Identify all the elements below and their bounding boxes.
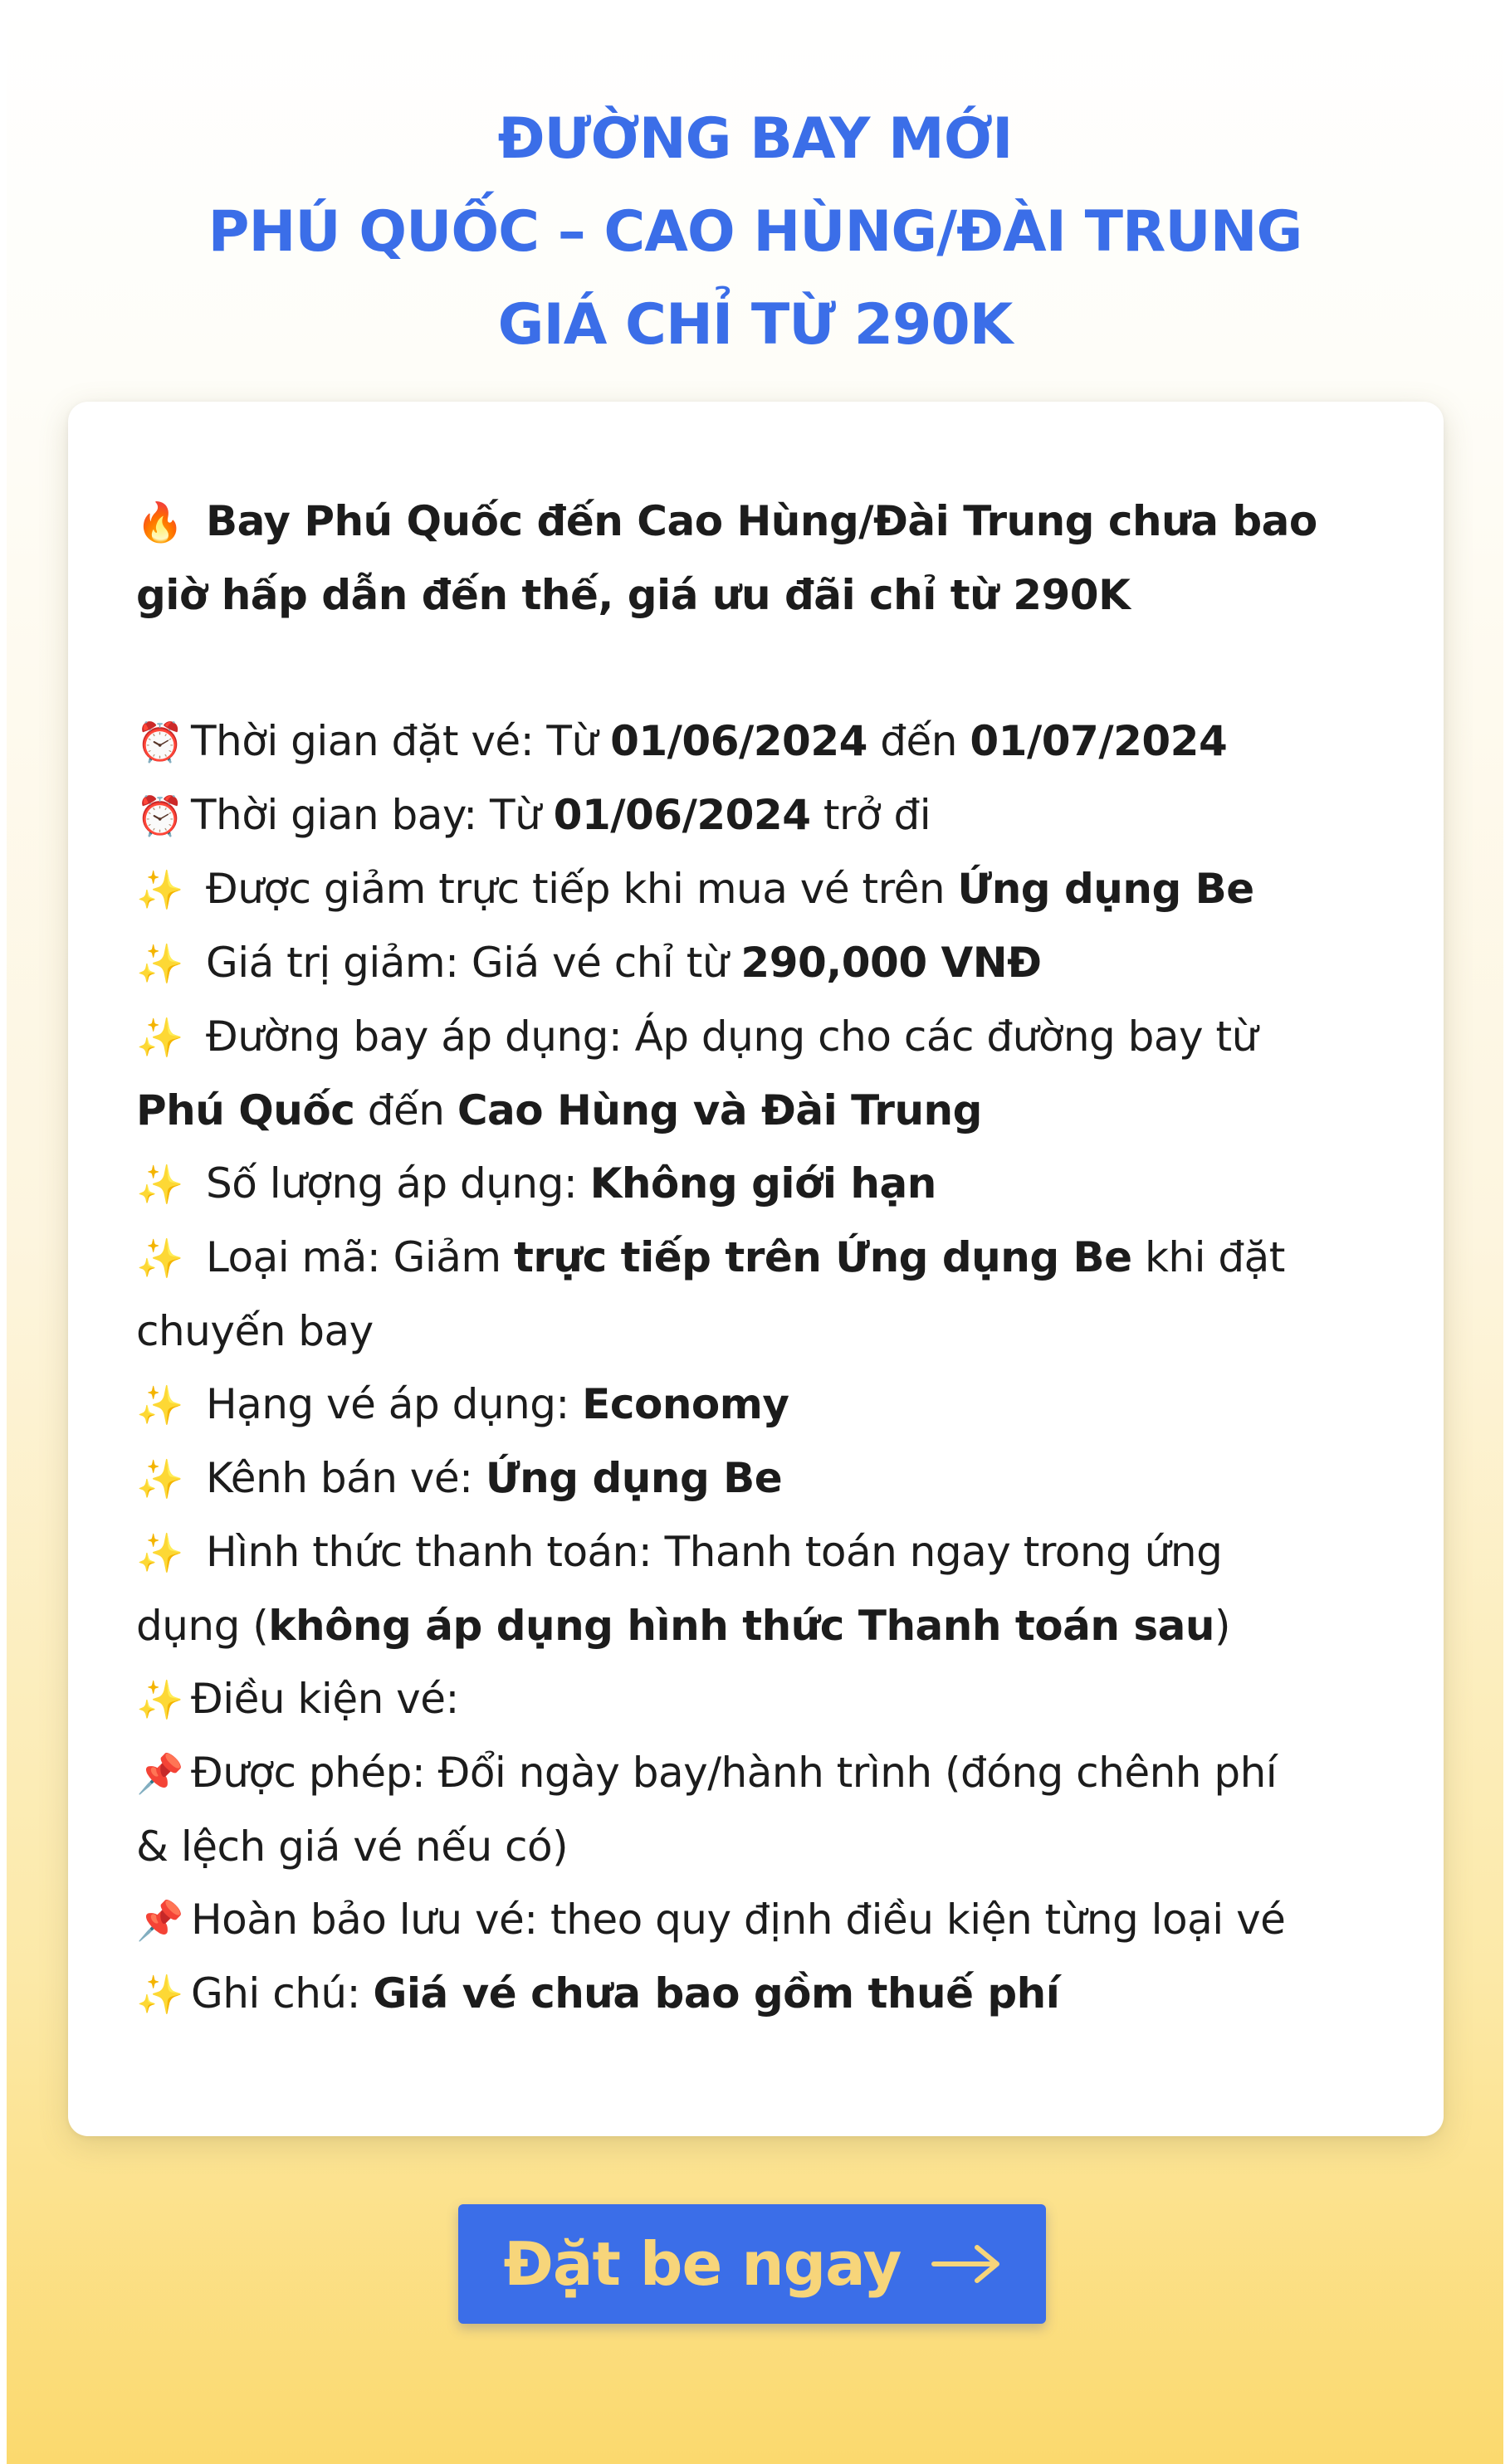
payment-restriction: không áp dụng hình thức Thanh toán sau <box>268 1602 1214 1650</box>
code-type-item <box>136 1221 1398 1295</box>
intro-text-2: giờ hấp dẫn đến thế, giá ưu đãi chỉ từ 290K <box>136 571 1131 619</box>
alarm-clock-icon: ⏰ <box>136 720 183 764</box>
discount-item <box>136 852 1398 926</box>
quantity-label: Số lượng áp dụng: <box>206 1159 590 1208</box>
quantity-value: Không giới hạn <box>589 1159 936 1208</box>
code-type-line-2: chuyến bay <box>136 1307 374 1355</box>
routes-item <box>136 1000 1398 1074</box>
flight-period-suffix: trở đi <box>810 791 931 839</box>
alarm-clock-icon: ⏰ <box>136 793 183 838</box>
code-type-suffix: khi đặt <box>1131 1233 1285 1281</box>
booking-period-label: Thời gian đặt vé: Từ <box>191 717 611 765</box>
headline-line-3: GIÁ CHỈ TỪ 290K <box>497 292 1013 358</box>
flight-period-item <box>136 778 1398 852</box>
sparkles-icon: ✨ <box>136 1236 183 1281</box>
sparkles-icon: ✨ <box>136 1162 183 1207</box>
promo-details <box>136 485 1398 2031</box>
arrow-right-icon <box>931 2244 1000 2284</box>
discount-app: Ứng dụng Be <box>957 865 1254 913</box>
booking-start-date: 01/06/2024 <box>610 717 867 765</box>
sparkles-icon: ✨ <box>136 1015 183 1060</box>
booking-period-mid: đến <box>867 717 970 765</box>
spacer <box>136 632 1398 705</box>
routes-label: Đường bay áp dụng: Áp dụng cho các đường bay từ <box>206 1012 1258 1061</box>
route-destinations: Cao Hùng và Đài Trung <box>457 1086 982 1134</box>
payment-item-line-2 <box>136 1589 1398 1662</box>
pushpin-icon: 📌 <box>136 1898 183 1943</box>
sales-channel-label: Kênh bán vé: <box>206 1454 486 1502</box>
note-value: Giá vé chưa bao gồm thuế phí <box>373 1969 1060 2018</box>
payment-label: Hình thức thanh toán: Thanh toán ngay trong ứng <box>206 1528 1223 1576</box>
sparkles-icon: ✨ <box>136 1972 183 2017</box>
discount-value-label: Giá trị giảm: Giá vé chỉ từ <box>206 939 741 987</box>
note-label: Ghi chú: <box>191 1969 374 2018</box>
discount-value-item <box>136 926 1398 1000</box>
promo-details-card <box>68 402 1444 2136</box>
book-now-button[interactable] <box>458 2204 1046 2324</box>
routes-item-line-2 <box>136 1074 1398 1147</box>
sparkles-icon: ✨ <box>136 1677 183 1722</box>
refund-text: Hoàn bảo lưu vé: theo quy định điều kiện từng loại vé <box>191 1896 1286 1944</box>
sparkles-icon: ✨ <box>136 867 183 912</box>
payment-item <box>136 1515 1398 1589</box>
discount-value: 290,000 VNĐ <box>740 939 1042 987</box>
sparkles-icon: ✨ <box>136 1383 183 1427</box>
sparkles-icon: ✨ <box>136 1456 183 1501</box>
intro-line-2 <box>136 559 1398 632</box>
discount-label: Được giảm trực tiếp khi mua vé trên <box>206 865 958 913</box>
note-item <box>136 1957 1398 2031</box>
quantity-item <box>136 1147 1398 1221</box>
routes-mid: đến <box>354 1086 457 1134</box>
fire-icon: 🔥 <box>136 500 183 544</box>
headline-line-1: ĐƯỜNG BAY MỚI <box>497 106 1013 172</box>
intro-line-1 <box>136 485 1398 559</box>
sales-channel-item <box>136 1442 1398 1515</box>
code-type-item-line-2 <box>136 1295 1398 1368</box>
allowed-line-2: & lệch giá vé nếu có) <box>136 1822 569 1871</box>
fare-class-item <box>136 1368 1398 1442</box>
payment-line-2-suffix: ) <box>1214 1602 1230 1650</box>
pushpin-icon: 📌 <box>136 1751 183 1796</box>
sparkles-icon: ✨ <box>136 941 183 986</box>
flight-period-label: Thời gian bay: Từ <box>191 791 554 839</box>
sparkles-icon: ✨ <box>136 1530 183 1575</box>
allowed-item-line-2 <box>136 1810 1398 1883</box>
conditions-item <box>136 1662 1398 1736</box>
promo-page <box>7 0 1503 2464</box>
allowed-line-1: Được phép: Đổi ngày bay/hành trình (đóng chênh phí <box>191 1749 1278 1797</box>
book-now-label: Đặt be ngay <box>503 2229 902 2299</box>
refund-item <box>136 1883 1398 1957</box>
intro-text-1: Bay Phú Quốc đến Cao Hùng/Đài Trung chưa bao <box>206 497 1317 545</box>
flight-start-date: 01/06/2024 <box>553 791 811 839</box>
payment-line-2-prefix: dụng ( <box>136 1602 269 1650</box>
allowed-item <box>136 1736 1398 1810</box>
promo-headline <box>7 93 1503 372</box>
route-origin: Phú Quốc <box>136 1086 355 1134</box>
conditions-label: Điều kiện vé: <box>191 1675 459 1723</box>
code-type-label: Loại mã: Giảm <box>206 1233 514 1281</box>
booking-period-item <box>136 705 1398 778</box>
headline-line-2: PHÚ QUỐC – CAO HÙNG/ĐÀI TRUNG <box>208 199 1302 265</box>
fare-class-value: Economy <box>582 1380 789 1428</box>
booking-end-date: 01/07/2024 <box>970 717 1228 765</box>
sales-channel-value: Ứng dụng Be <box>485 1454 783 1502</box>
code-type-value: trực tiếp trên Ứng dụng Be <box>513 1233 1132 1281</box>
fare-class-label: Hạng vé áp dụng: <box>206 1380 583 1428</box>
